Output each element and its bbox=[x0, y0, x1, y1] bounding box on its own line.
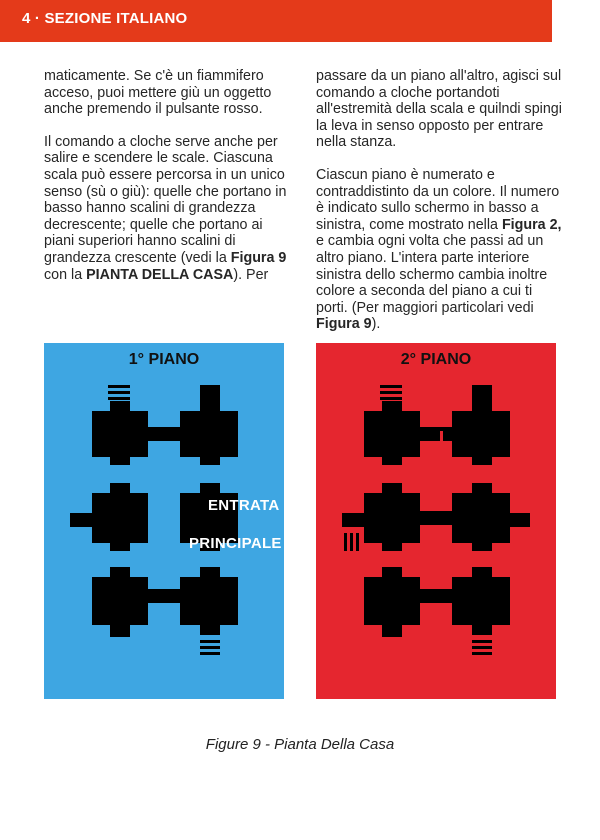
entrance-label-2: PRINCIPALE bbox=[189, 535, 282, 552]
floor2-title: 2° PIANO bbox=[400, 351, 472, 368]
right-p2-text-c: ). bbox=[371, 316, 381, 333]
right-text-column bbox=[316, 68, 564, 349]
floor2-rooms bbox=[316, 343, 556, 699]
right-p2-text-a: Ciascun piano è numerato e contraddistinto da un colore. Il numero è indicato sullo schermo in basso a sinistra, come mostrato nella bbox=[316, 166, 560, 233]
left-p2-text-c: ). Per bbox=[233, 266, 269, 283]
floor2-map bbox=[316, 343, 556, 699]
figure-caption: Figure 9 - Pianta Della Casa bbox=[205, 736, 395, 753]
left-p2-text-b: con la bbox=[44, 266, 87, 283]
section-title: 4 · SEZIONE ITALIANO bbox=[22, 10, 188, 27]
floor1-title: 1° PIANO bbox=[128, 351, 200, 368]
right-paragraph-1: passare da un piano all'altro, agisci sul comando a cloche portandoti all'estremità della scala e quilndi spingi la leva in senso opposto per entrare nella stanza. bbox=[316, 68, 562, 151]
section-header bbox=[0, 0, 552, 42]
floor1-rooms bbox=[44, 343, 284, 699]
right-p2-text-b: e cambia ogni volta che passi ad un altro piano. L'intera parte interiore sinistra dello schermo cambia inoltre colore a seconda del piano a cui ti porti. (Per maggiori particolari vedi bbox=[316, 233, 548, 316]
floor1-map bbox=[44, 343, 284, 699]
figure9-ref-2: Figura 9 bbox=[316, 316, 372, 333]
left-paragraph-1: maticamente. Se c'è un fiammifero acceso, puoi mettere giù un oggetto anche premendo il pulsante rosso. bbox=[44, 68, 272, 118]
figure9-ref: Figura 9 bbox=[230, 249, 287, 266]
right-paragraph-2 bbox=[316, 167, 564, 333]
house-plan-ref: PIANTA DELLA CASA bbox=[86, 266, 234, 283]
entrance-label-1: ENTRATA bbox=[208, 497, 280, 514]
figure2-ref: Figura 2, bbox=[501, 216, 562, 233]
left-paragraph-2 bbox=[44, 134, 292, 283]
left-text-column bbox=[44, 68, 292, 299]
left-p2-text-a: Il comando a cloche serve anche per salire e scendere le scale. Ciascuna scala può essere percorsa in un unico senso (sù o giù): quelle che portano in basso hanno scalini di grandezza decrescente; quelle che portano ai piani superiori hanno scalini di grandezza crescente (vedi la bbox=[44, 133, 287, 266]
